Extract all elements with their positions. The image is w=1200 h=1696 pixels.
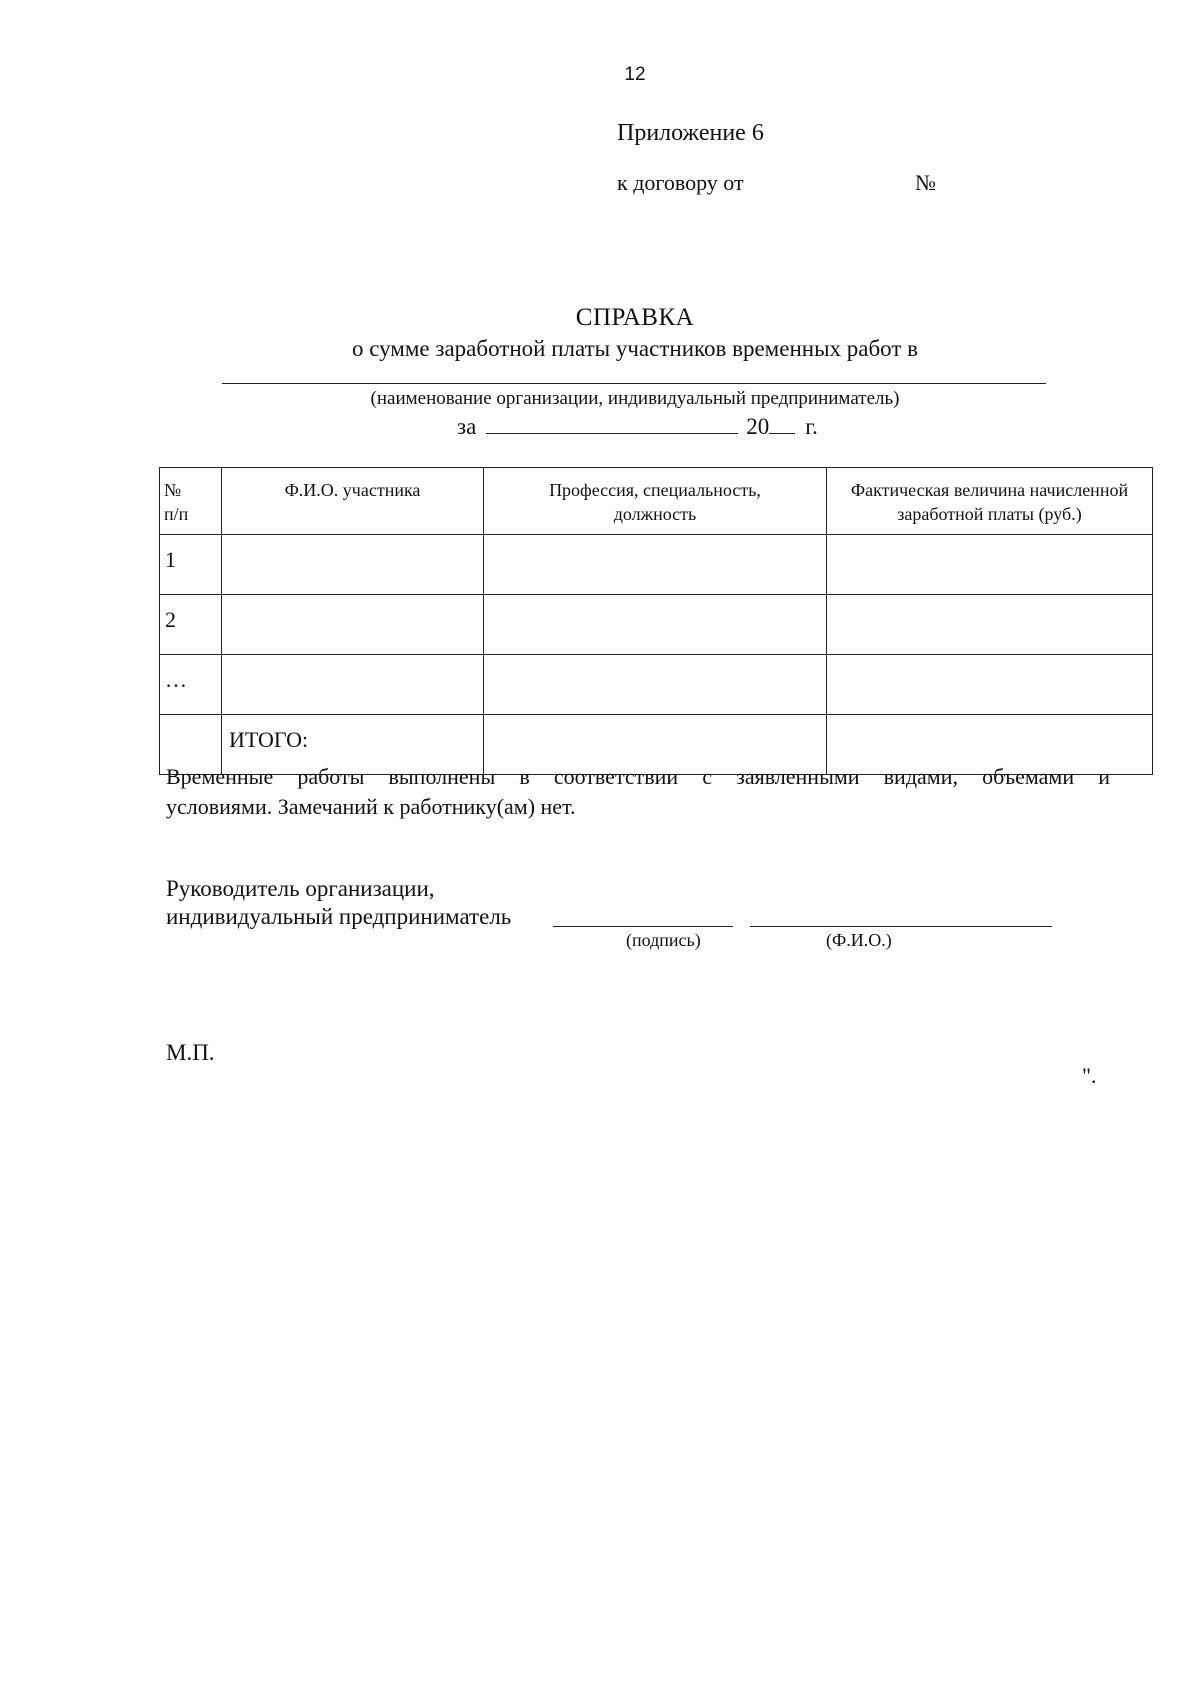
row-number: …	[160, 655, 222, 715]
signature-caption: (подпись)	[626, 930, 701, 950]
period-blank	[486, 415, 738, 434]
document-title: СПРАВКА	[575, 304, 695, 331]
row-amount-cell[interactable]	[827, 655, 1153, 715]
row-amount-cell[interactable]	[827, 595, 1153, 655]
statement-line-1: Временные работы выполнены в соответствии с заявленными видами, объемами и	[166, 764, 1110, 789]
salary-table	[159, 467, 1153, 775]
period-year-prefix: 20	[746, 414, 770, 439]
period-suffix: г.	[805, 414, 818, 439]
statement-paragraph	[166, 762, 1110, 822]
col-header-amount: Фактическая величина начисленной заработной платы (руб.)	[827, 468, 1153, 535]
organization-name-line	[222, 383, 1046, 384]
table-row	[160, 655, 1153, 715]
document-subtitle: о сумме заработной платы участников временных работ в	[351, 336, 919, 361]
col-header-number: № п/п	[160, 468, 222, 535]
stamp-place: М.П.	[166, 1040, 215, 1065]
row-profession-cell[interactable]	[484, 595, 827, 655]
statement-line-2: условиями. Замечаний к работнику(ам) нет.	[166, 794, 576, 819]
row-amount-cell[interactable]	[827, 535, 1153, 595]
table-row	[160, 535, 1153, 595]
row-profession-cell[interactable]	[484, 655, 827, 715]
head-title-line-2: индивидуальный предприниматель	[166, 904, 512, 929]
period-prefix: за	[457, 414, 477, 439]
row-number: 2	[160, 595, 222, 655]
row-profession-cell[interactable]	[484, 535, 827, 595]
full-name-caption: (Ф.И.О.)	[826, 930, 892, 950]
row-name-cell[interactable]	[222, 655, 484, 715]
total-label: ИТОГО:	[222, 715, 484, 775]
period-line	[457, 414, 818, 440]
organization-caption: (наименование организации, индивидуальный предприниматель)	[370, 388, 900, 409]
row-name-cell[interactable]	[222, 535, 484, 595]
page-number: 12	[624, 64, 646, 85]
col-header-profession: Профессия, специальность, должность	[484, 468, 827, 535]
full-name-line[interactable]	[750, 926, 1052, 927]
row-number: 1	[160, 535, 222, 595]
period-year-blank	[769, 415, 795, 434]
head-title-line-1: Руководитель организации,	[166, 876, 435, 901]
contract-label: к договору от	[617, 170, 744, 195]
table-row	[160, 595, 1153, 655]
contract-number-sign: №	[915, 170, 936, 195]
table-header-row	[160, 468, 1153, 535]
signature-line[interactable]	[553, 926, 733, 927]
col-header-name: Ф.И.О. участника	[222, 468, 484, 535]
row-name-cell[interactable]	[222, 595, 484, 655]
annex-label: Приложение 6	[617, 120, 764, 146]
closing-quote-mark: ".	[1082, 1063, 1097, 1088]
